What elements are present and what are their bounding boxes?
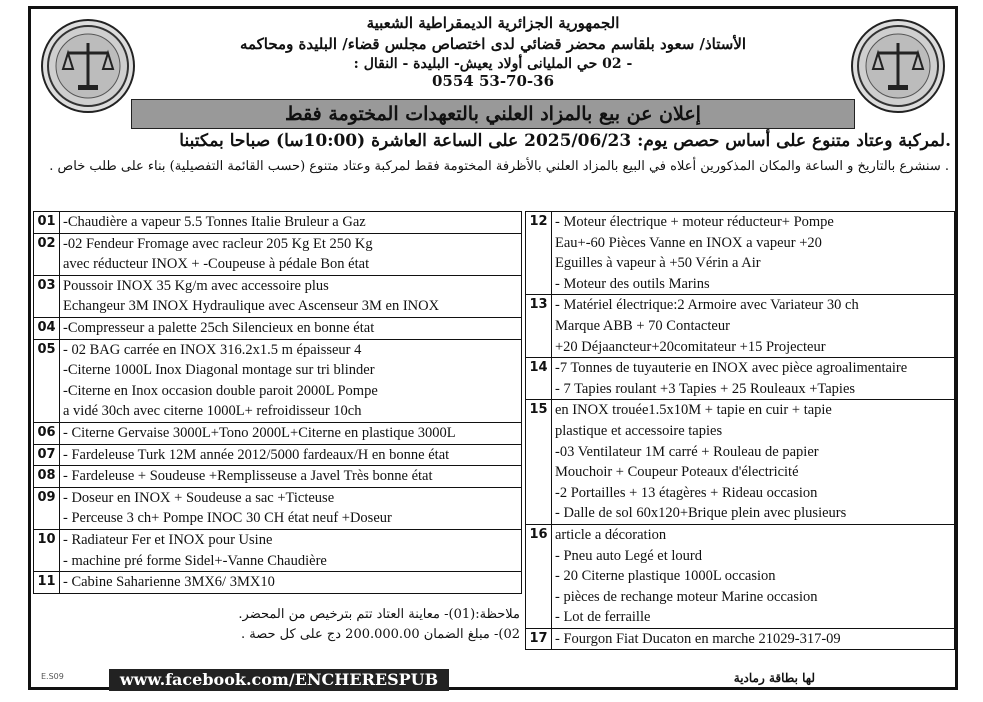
lot-number: 10 bbox=[34, 529, 60, 571]
lot-number: 14 bbox=[526, 358, 552, 400]
lots-table-right bbox=[525, 211, 955, 650]
note-deposit: 02)- مبلغ الضمان 200.000.00 دج على كل حصة . bbox=[240, 627, 520, 642]
lot-description bbox=[60, 487, 522, 529]
lot-number: 05 bbox=[34, 339, 60, 422]
lot-line: - Dalle de sol 60x120+Brique plein avec plusieurs bbox=[555, 505, 847, 522]
lot-description bbox=[60, 233, 522, 275]
lot-line: - Citerne Gervaise 3000L+Tono 2000L+Citerne en plastique 3000L bbox=[63, 424, 456, 441]
lot-line: - pièces de rechange moteur Marine occasion bbox=[555, 588, 818, 605]
lot-line: Marque ABB + 70 Contacteur bbox=[555, 317, 730, 334]
lot-line: Poussoir INOX 35 Kg/m avec accessoire plus bbox=[63, 277, 329, 294]
lot-number: 08 bbox=[34, 466, 60, 488]
lot-row bbox=[526, 358, 955, 400]
edition-stamp: E.S09 bbox=[41, 672, 64, 681]
lot-number: 01 bbox=[34, 212, 60, 234]
lot-line: - 7 Tapies roulant +3 Tapies + 25 Rouleaux +Tapies bbox=[555, 380, 856, 397]
lot-row bbox=[34, 317, 522, 339]
lot-row bbox=[34, 572, 522, 594]
justice-scales-seal-left bbox=[41, 19, 135, 113]
lot-line: -Compresseur a palette 25ch Silencieux en bonne état bbox=[63, 319, 375, 336]
lot-line: Eau+-60 Pièces Vanne en INOX a vapeur +20 bbox=[555, 234, 822, 251]
lot-number: 06 bbox=[34, 422, 60, 444]
justice-scales-seal-right bbox=[851, 19, 945, 113]
lot-line: -7 Tonnes de tuyauterie en INOX avec pièce agroalimentaire bbox=[555, 360, 908, 377]
lot-row bbox=[34, 466, 522, 488]
lot-line: Echangeur 3M INOX Hydraulique avec Ascenseur 3M en INOX bbox=[63, 298, 440, 315]
lot-line: -Chaudière a vapeur 5.5 Tonnes Italie Bruleur a Gaz bbox=[63, 214, 366, 230]
lot-row bbox=[526, 400, 955, 525]
lot-row bbox=[34, 339, 522, 422]
republic-title: الجمهورية الجزائرية الديمقراطية الشعبية bbox=[366, 14, 620, 32]
lot-row bbox=[34, 422, 522, 444]
note-inspection: ملاحظة:(01)- معاينة العتاد تتم بترخيص من المحضر. bbox=[238, 607, 520, 622]
lot-description bbox=[552, 628, 955, 650]
lot-line: - Cabine Saharienne 3MX6/ 3MX10 bbox=[63, 574, 275, 591]
lot-description bbox=[60, 212, 522, 234]
lot-number: 09 bbox=[34, 487, 60, 529]
lot-description bbox=[552, 212, 955, 295]
grey-card-note: لها بطاقة رمادية bbox=[733, 671, 815, 685]
lot-line: -02 Fendeur Fromage avec racleur 205 Kg Et 250 Kg bbox=[63, 235, 373, 252]
lots-table-left bbox=[33, 211, 522, 594]
lot-description bbox=[60, 466, 522, 488]
lot-number: 04 bbox=[34, 317, 60, 339]
notes bbox=[35, 605, 520, 645]
lot-line: - Perceuse 3 ch+ Pompe INOC 30 CH état neuf +Doseur bbox=[63, 510, 392, 527]
lot-line: en INOX trouée1.5x10M + tapie en cuir + tapie bbox=[555, 402, 832, 419]
lot-description bbox=[60, 529, 522, 571]
lot-number: 11 bbox=[34, 572, 60, 594]
lot-number: 15 bbox=[526, 400, 552, 525]
lot-row bbox=[526, 524, 955, 628]
lot-row bbox=[34, 275, 522, 317]
lot-description bbox=[60, 572, 522, 594]
announcement-frame bbox=[28, 6, 958, 690]
lot-number: 12 bbox=[526, 212, 552, 295]
bailiff-address: - 02 حي المليانى أولاد يعيش- البليدة - النقال : bbox=[353, 56, 633, 72]
lot-line: - Fardeleuse Turk 12M année 2012/5000 fardeaux/H en bonne état bbox=[63, 446, 450, 463]
lot-row bbox=[526, 212, 955, 295]
sale-description: . سنشرع بالتاريخ و الساعة والمكان المذكورين أعلاه في البيع بالمزاد العلني بالأظرفة المختومة فقط لمركبة وعتاد متنوع (حسب القائمة التفصيلية) بناء على طلب خاص . bbox=[49, 159, 949, 174]
lot-line: plastique et accessoire tapies bbox=[555, 422, 723, 439]
lot-number: 03 bbox=[34, 275, 60, 317]
lot-row bbox=[34, 212, 522, 234]
lot-row bbox=[34, 529, 522, 571]
lot-number: 16 bbox=[526, 524, 552, 628]
lot-description bbox=[60, 275, 522, 317]
lot-line: avec réducteur INOX + -Coupeuse à pédale Bon état bbox=[63, 256, 370, 273]
lot-description bbox=[552, 358, 955, 400]
lot-row bbox=[34, 487, 522, 529]
lot-line: -03 Ventilateur 1M carré + Rouleau de papier bbox=[555, 443, 819, 460]
lot-description bbox=[60, 422, 522, 444]
facebook-link[interactable]: www.facebook.com/ENCHERESPUB bbox=[109, 669, 449, 691]
lot-description bbox=[60, 339, 522, 422]
lot-line: - machine pré forme Sidel+-Vanne Chaudière bbox=[63, 552, 327, 569]
lot-line: - Matériel électrique:2 Armoire avec Variateur 30 ch bbox=[555, 297, 859, 314]
announcement-banner: إعلان عن بيع بالمزاد العلني بالتعهدات المختومة فقط bbox=[131, 99, 855, 129]
lot-description bbox=[552, 524, 955, 628]
lot-line: - 02 BAG carrée en INOX 316.2x1.5 m épaisseur 4 bbox=[63, 341, 362, 358]
lot-line: - Fardeleuse + Soudeuse +Remplisseuse a Javel Très bonne état bbox=[63, 468, 433, 485]
sale-date-line: .لمركبة وعتاد متنوع على أساس حصص يوم: 2025/06/23 على الساعة العاشرة (10:00سا) صباحا بمكتبنا bbox=[179, 131, 951, 151]
lot-line: Eguilles à vapeur à +50 Vérin a Air bbox=[555, 255, 761, 272]
lot-number: 17 bbox=[526, 628, 552, 650]
lot-line: - Fourgon Fiat Ducaton en marche 21029-317-09 bbox=[555, 630, 841, 647]
lot-line: - Doseur en INOX + Soudeuse a sac +Ticteuse bbox=[63, 489, 335, 506]
lot-description bbox=[60, 444, 522, 466]
lot-description bbox=[60, 317, 522, 339]
lot-line: - 20 Citerne plastique 1000L occasion bbox=[555, 568, 776, 585]
lot-row bbox=[34, 233, 522, 275]
lot-number: 02 bbox=[34, 233, 60, 275]
lot-line: a vidé 30ch avec citerne 1000L+ refroidisseur 10ch bbox=[63, 403, 362, 420]
lot-line: - Moteur des outils Marins bbox=[555, 275, 710, 292]
lot-number: 07 bbox=[34, 444, 60, 466]
lot-number: 13 bbox=[526, 295, 552, 358]
lot-line: - Radiateur Fer et INOX pour Usine bbox=[63, 531, 273, 548]
bailiff-phone: 0554 53-70-36 bbox=[431, 72, 555, 90]
lot-line: - Pneu auto Legé et lourd bbox=[555, 547, 702, 564]
lot-row bbox=[526, 628, 955, 650]
lot-description bbox=[552, 295, 955, 358]
lot-line: -Citerne 1000L Inox Diagonal montage sur tri blinder bbox=[63, 362, 375, 379]
lot-line: -2 Portailles + 13 étagères + Rideau occasion bbox=[555, 484, 818, 501]
lot-line: Mouchoir + Coupeur Poteaux d'électricité bbox=[555, 464, 799, 481]
lot-description bbox=[552, 400, 955, 525]
bailiff-name: الأستاذ/ سعود بلقاسم محضر قضائي لدى اختصاص مجلس قضاء/ البليدة ومحاكمه bbox=[239, 35, 747, 53]
lot-line: - Lot de ferraille bbox=[555, 609, 651, 626]
lot-row bbox=[34, 444, 522, 466]
lot-line: article a décoration bbox=[555, 526, 667, 543]
lot-row bbox=[526, 295, 955, 358]
lot-line: - Moteur électrique + moteur réducteur+ Pompe bbox=[555, 214, 834, 230]
lot-line: -Citerne en Inox occasion double paroit 2000L Pompe bbox=[63, 382, 378, 399]
lot-line: +20 Déjaancteur+20comitateur +15 Projecteur bbox=[555, 338, 826, 355]
